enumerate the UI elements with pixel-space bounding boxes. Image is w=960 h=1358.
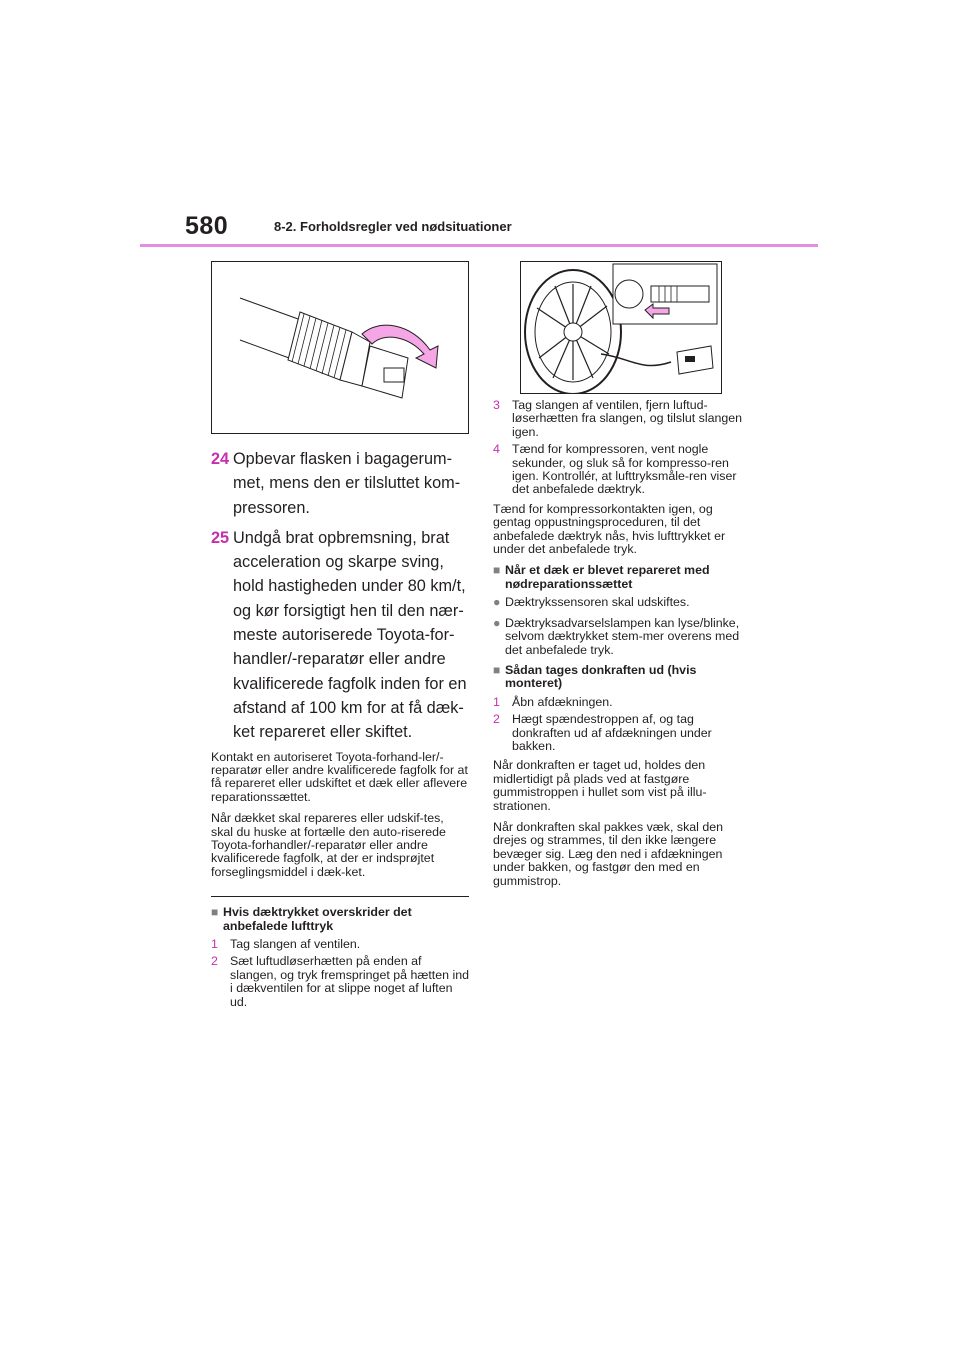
wheel-compressor-illustration xyxy=(521,262,721,393)
bullet-text: Dæktryksadvarselslampen kan lyse/blinke, selvom dæktrykket stem-mer overens med det anbefalede tryk. xyxy=(505,615,740,657)
step-text: Tag slangen af ventilen. xyxy=(230,937,361,952)
substep-1 xyxy=(211,938,469,951)
paragraph-jack-stow: Når donkraften skal pakkes væk, skal den drejes og strammes, til den ikke længere bevæger sig. Læg den ned i afdækningen under bakken, og fastgør den med en gummistrop. xyxy=(493,819,724,888)
step-number: 2 xyxy=(493,712,500,727)
jack-step-1 xyxy=(493,696,751,709)
subhead-after-repair xyxy=(493,564,751,591)
round-bullet-icon: ● xyxy=(493,615,501,630)
bullet-text: Dæktrykssensoren skal udskiftes. xyxy=(505,595,690,610)
substep-2 xyxy=(211,955,469,1009)
subhead-text: Sådan tages donkraften ud (hvis monteret) xyxy=(505,662,697,691)
section-title: 8-2. Forholdsregler ved nødsituationer xyxy=(274,219,512,234)
bullet-warning-lamp xyxy=(493,617,751,657)
step-number: 3 xyxy=(493,398,500,412)
step-number: 1 xyxy=(211,937,218,952)
figure-hose-cap xyxy=(211,261,469,434)
step-number: 24 xyxy=(211,450,230,468)
substep-3 xyxy=(493,399,751,439)
paragraph-jack-hold: Når donkraften er taget ud, holdes den midlertidigt på plads ved at fastgøre gummistroppen i hullet som vist på illu-strationen. xyxy=(493,758,707,813)
step-text: Hægt spændestroppen af, og tag donkraften ud af afdækningen under bakken. xyxy=(512,712,712,753)
paragraph-contact-dealer: Kontakt en autoriseret Toyota-forhand-ler/-reparatør eller andre kvalificerede fagfolk for at få repareret eller udskiftet et dæk eller aflevere reparationssættet. xyxy=(211,749,468,804)
subhead-text: Hvis dæktrykket overskrider det anbefalede lufttryk xyxy=(223,905,412,933)
step-number: 2 xyxy=(211,954,218,969)
subhead-jack-removal xyxy=(493,664,751,691)
right-column xyxy=(493,399,751,896)
left-column xyxy=(211,447,469,1013)
substep-4 xyxy=(493,443,751,497)
page-number: 580 xyxy=(185,212,229,240)
step-text: Tænd for kompressoren, vent nogle sekunder, og sluk så for kompresso-ren igen. Kontrollér, at lufttryksmåle-ren viser det anbefalede dæktryk. xyxy=(512,442,737,497)
step-25 xyxy=(211,526,469,745)
section-divider xyxy=(211,896,469,897)
step-number: 1 xyxy=(493,694,500,709)
round-bullet-icon: ● xyxy=(493,595,501,610)
figure-wheel-compressor xyxy=(520,261,722,394)
step-number: 4 xyxy=(493,442,500,457)
step-text: Undgå brat opbremsning, brat acceleration og skarpe sving, hold hastigheden under 80 km/t, og kør forsigtigt hen til den nær-meste autoriserede Toyota-for-handler/-reparatør eller andre kvalificerede fagfolk inden for en afstand af 100 km for at få dæk-ket repareret eller skiftet. xyxy=(233,528,467,742)
step-24 xyxy=(211,447,469,520)
step-text: Sæt luftudløserhætten på enden af slangen, og tryk fremspringet på hætten ind i dækventilen for at slippe noget af luften ud. xyxy=(230,954,469,1009)
header-rule xyxy=(140,244,818,247)
paragraph-repeat-inflation: Tænd for kompressorkontakten igen, og gentag oppustningsproceduren, til det anbefalede dæktryk nås, hvis lufttrykket er under det anbefalede tryk. xyxy=(493,501,726,557)
square-bullet-icon: ■ xyxy=(493,662,501,677)
jack-step-2 xyxy=(493,713,751,753)
bullet-sensor xyxy=(493,596,751,609)
subhead-text: Når et dæk er blevet repareret med nødreparationssættet xyxy=(505,563,710,591)
step-text: Tag slangen af ventilen, fjern luftud-løserhætten fra slangen, og tilslut slangen igen. xyxy=(512,398,743,439)
step-text: Åbn afdækningen. xyxy=(512,694,613,709)
subhead-overpressure xyxy=(211,906,469,933)
square-bullet-icon: ■ xyxy=(493,563,501,578)
step-text: Opbevar flasken i bagagerum-met, mens den er tilsluttet kom-pressoren. xyxy=(233,450,461,517)
square-bullet-icon: ■ xyxy=(211,905,219,920)
paragraph-inform-dealer: Når dækket skal repareres eller udskif-tes, skal du huske at fortælle den auto-riserede Toyota-forhandler/-reparatør eller andre kvalificerede fagfolk, at der er indsprøjtet forseglingsmiddel i dæk-ket. xyxy=(211,811,446,879)
step-number: 25 xyxy=(211,528,230,547)
hose-cap-illustration xyxy=(212,262,468,433)
